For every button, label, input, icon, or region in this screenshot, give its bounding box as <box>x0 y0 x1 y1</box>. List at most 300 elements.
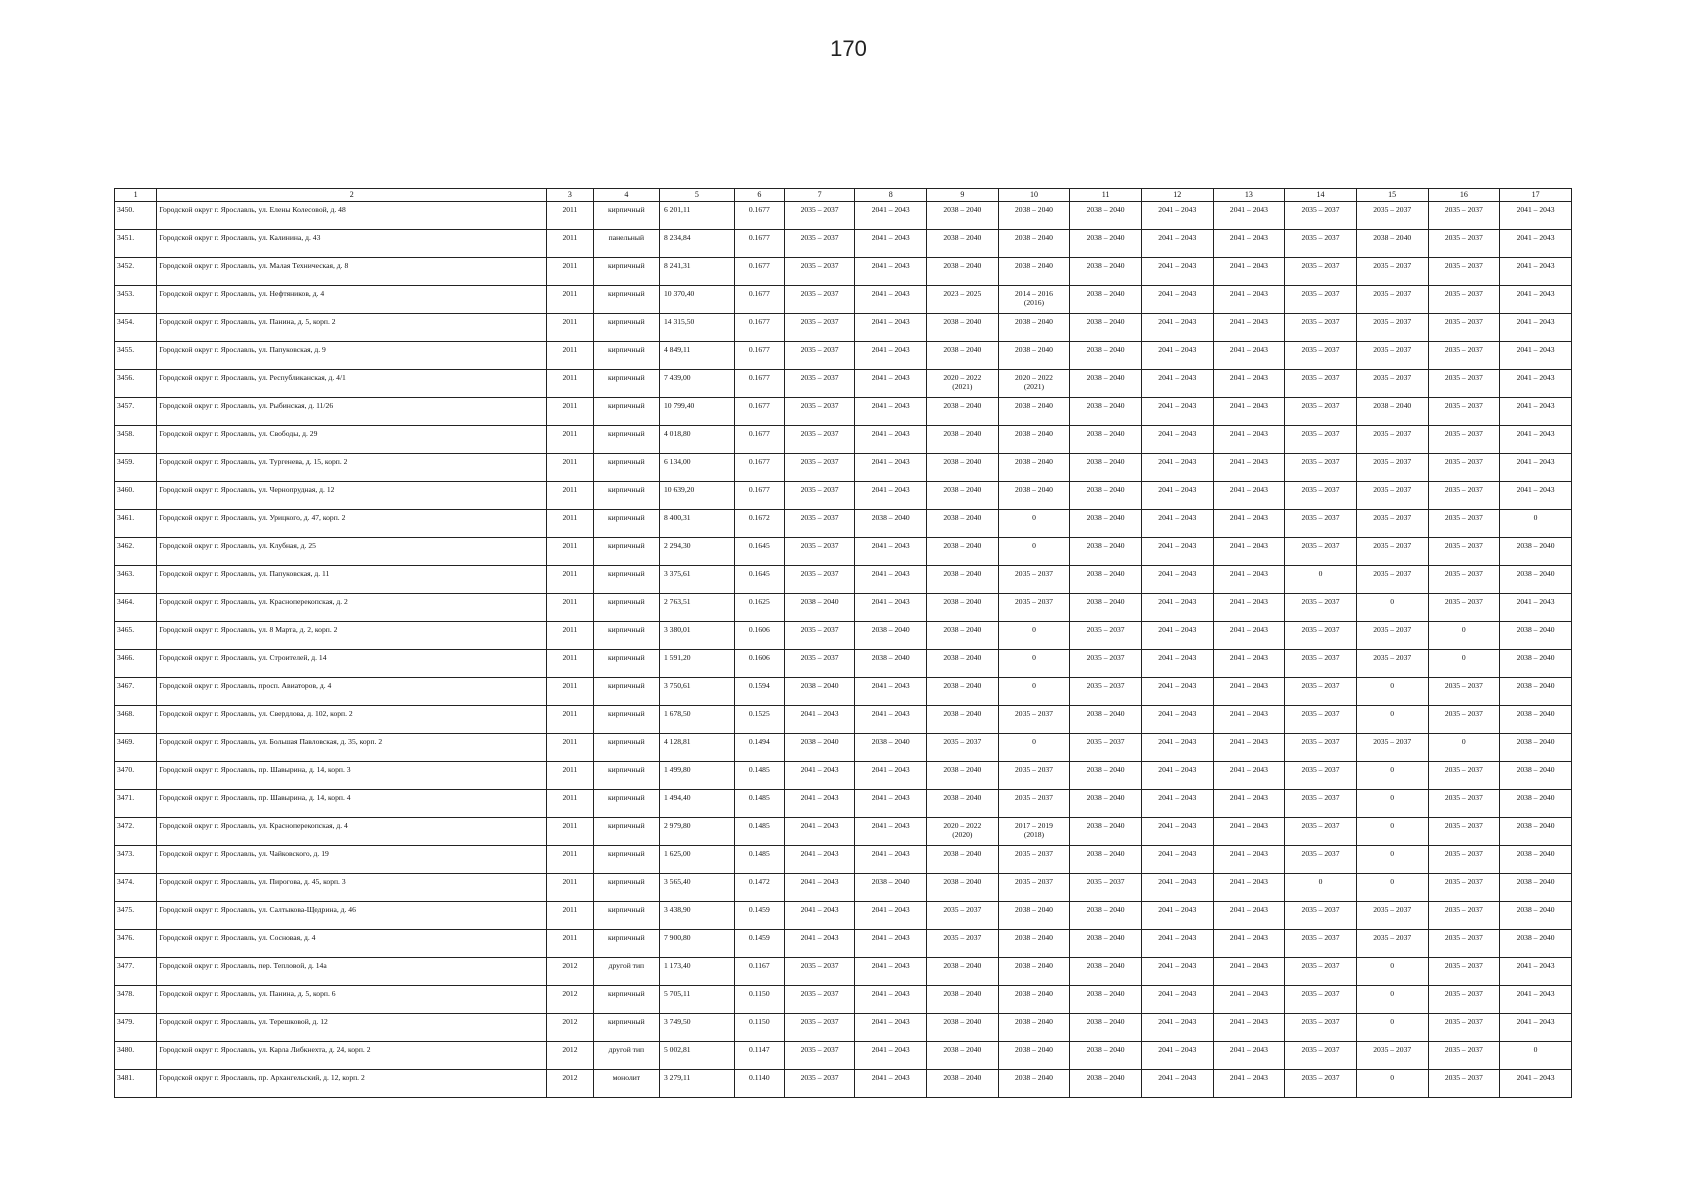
cell-wall-material: кирпичный <box>593 342 659 370</box>
cell-row-number: 3464. <box>115 594 157 622</box>
cell-period-16: 2035 – 2037 <box>1428 846 1500 874</box>
cell-period-13: 2041 – 2043 <box>1213 650 1285 678</box>
cell-period-7: 2035 – 2037 <box>784 314 855 342</box>
cell-address: Городской округ г. Ярославль, пр. Шавырина, д. 14, корп. 3 <box>157 762 547 790</box>
cell-row-number: 3474. <box>115 874 157 902</box>
column-header-cell: 17 <box>1500 189 1572 202</box>
cell-share: 0.1677 <box>734 258 784 286</box>
cell-wall-material: кирпичный <box>593 370 659 398</box>
cell-address: Городской округ г. Ярославль, ул. Большая Павловская, д. 35, корп. 2 <box>157 734 547 762</box>
cell-period-10: 0 <box>998 734 1070 762</box>
cell-period-15: 2035 – 2037 <box>1356 902 1428 930</box>
cell-address: Городской округ г. Ярославль, ул. Пирогова, д. 45, корп. 3 <box>157 874 547 902</box>
cell-period-8: 2041 – 2043 <box>855 538 927 566</box>
cell-period-7: 2041 – 2043 <box>784 930 855 958</box>
cell-period-16: 2035 – 2037 <box>1428 678 1500 706</box>
cell-period-11: 2038 – 2040 <box>1070 762 1142 790</box>
cell-period-16: 0 <box>1428 650 1500 678</box>
cell-share: 0.1677 <box>734 230 784 258</box>
cell-address: Городской округ г. Ярославль, ул. Республиканская, д. 4/1 <box>157 370 547 398</box>
cell-period-11: 2038 – 2040 <box>1070 538 1142 566</box>
cell-build-year: 2011 <box>547 594 594 622</box>
cell-period-16: 0 <box>1428 622 1500 650</box>
cell-period-17: 2038 – 2040 <box>1500 902 1572 930</box>
cell-period-16: 2035 – 2037 <box>1428 538 1500 566</box>
cell-period-13: 2041 – 2043 <box>1213 482 1285 510</box>
cell-wall-material: кирпичный <box>593 762 659 790</box>
cell-period-13: 2041 – 2043 <box>1213 510 1285 538</box>
cell-period-7: 2035 – 2037 <box>784 342 855 370</box>
cell-period-13: 2041 – 2043 <box>1213 566 1285 594</box>
cell-row-number: 3453. <box>115 286 157 314</box>
cell-period-7: 2041 – 2043 <box>784 818 855 846</box>
table-row <box>115 370 1572 398</box>
cell-build-year: 2011 <box>547 258 594 286</box>
cell-period-13: 2041 – 2043 <box>1213 874 1285 902</box>
table-row <box>115 762 1572 790</box>
cell-period-7: 2038 – 2040 <box>784 594 855 622</box>
cell-period-10 <box>998 818 1070 846</box>
cell-build-year: 2011 <box>547 454 594 482</box>
cell-period-8: 2041 – 2043 <box>855 762 927 790</box>
cell-wall-material: кирпичный <box>593 566 659 594</box>
cell-period-11: 2038 – 2040 <box>1070 706 1142 734</box>
cell-period-16: 2035 – 2037 <box>1428 510 1500 538</box>
capital-repair-register-table <box>114 188 1572 1098</box>
cell-period-12: 2041 – 2043 <box>1141 790 1213 818</box>
cell-period-9: 2035 – 2037 <box>927 902 999 930</box>
cell-share: 0.1645 <box>734 566 784 594</box>
cell-period-15: 0 <box>1356 678 1428 706</box>
cell-row-number: 3480. <box>115 1042 157 1070</box>
cell-period-7: 2038 – 2040 <box>784 678 855 706</box>
cell-row-number: 3463. <box>115 566 157 594</box>
cell-share: 0.1140 <box>734 1070 784 1098</box>
cell-wall-material: кирпичный <box>593 622 659 650</box>
cell-wall-material: кирпичный <box>593 454 659 482</box>
cell-period-17: 2038 – 2040 <box>1500 538 1572 566</box>
cell-period-9: 2038 – 2040 <box>927 314 999 342</box>
cell-build-year: 2012 <box>547 958 594 986</box>
cell-period-11: 2038 – 2040 <box>1070 482 1142 510</box>
cell-period-15: 2035 – 2037 <box>1356 510 1428 538</box>
cell-wall-material: кирпичный <box>593 426 659 454</box>
cell-share: 0.1150 <box>734 1014 784 1042</box>
cell-total-area: 8 234,84 <box>659 230 734 258</box>
table-row <box>115 678 1572 706</box>
cell-period-12: 2041 – 2043 <box>1141 874 1213 902</box>
cell-period-17: 2041 – 2043 <box>1500 314 1572 342</box>
cell-period-16: 2035 – 2037 <box>1428 1070 1500 1098</box>
cell-total-area: 2 979,80 <box>659 818 734 846</box>
cell-wall-material: монолит <box>593 1070 659 1098</box>
cell-period-13: 2041 – 2043 <box>1213 930 1285 958</box>
cell-address: Городской округ г. Ярославль, ул. Панина, д. 5, корп. 2 <box>157 314 547 342</box>
cell-period-8: 2041 – 2043 <box>855 426 927 454</box>
cell-period-9: 2038 – 2040 <box>927 1042 999 1070</box>
cell-row-number: 3457. <box>115 398 157 426</box>
cell-period-10: 2038 – 2040 <box>998 454 1070 482</box>
cell-period-10 <box>998 286 1070 314</box>
column-header-cell: 3 <box>547 189 594 202</box>
cell-period-16: 2035 – 2037 <box>1428 762 1500 790</box>
cell-period-17: 2041 – 2043 <box>1500 286 1572 314</box>
cell-period-13: 2041 – 2043 <box>1213 902 1285 930</box>
period-actual-year: (2020) <box>952 830 973 839</box>
cell-period-13: 2041 – 2043 <box>1213 762 1285 790</box>
cell-address: Городской округ г. Ярославль, ул. Свердлова, д. 102, корп. 2 <box>157 706 547 734</box>
cell-period-15: 2038 – 2040 <box>1356 398 1428 426</box>
cell-period-9: 2035 – 2037 <box>927 930 999 958</box>
cell-period-14: 2035 – 2037 <box>1285 790 1357 818</box>
cell-row-number: 3459. <box>115 454 157 482</box>
cell-period-15: 0 <box>1356 762 1428 790</box>
cell-period-12: 2041 – 2043 <box>1141 958 1213 986</box>
cell-wall-material: кирпичный <box>593 286 659 314</box>
cell-share: 0.1677 <box>734 314 784 342</box>
cell-total-area: 2 294,30 <box>659 538 734 566</box>
cell-period-7: 2041 – 2043 <box>784 902 855 930</box>
cell-period-8: 2041 – 2043 <box>855 398 927 426</box>
cell-period-8: 2041 – 2043 <box>855 314 927 342</box>
cell-wall-material: кирпичный <box>593 930 659 958</box>
cell-period-8: 2038 – 2040 <box>855 650 927 678</box>
cell-build-year: 2011 <box>547 762 594 790</box>
cell-period-9: 2038 – 2040 <box>927 790 999 818</box>
cell-period-17: 2041 – 2043 <box>1500 1070 1572 1098</box>
cell-period-7: 2035 – 2037 <box>784 1014 855 1042</box>
cell-total-area: 1 625,00 <box>659 846 734 874</box>
cell-total-area: 3 375,61 <box>659 566 734 594</box>
cell-period-7: 2041 – 2043 <box>784 874 855 902</box>
cell-address: Городской округ г. Ярославль, ул. Клубная, д. 25 <box>157 538 547 566</box>
cell-period-10: 2035 – 2037 <box>998 706 1070 734</box>
cell-period-10: 2035 – 2037 <box>998 790 1070 818</box>
cell-period-14: 2035 – 2037 <box>1285 846 1357 874</box>
cell-period-16: 2035 – 2037 <box>1428 706 1500 734</box>
cell-period-13: 2041 – 2043 <box>1213 958 1285 986</box>
cell-period-11: 2038 – 2040 <box>1070 202 1142 230</box>
cell-build-year: 2011 <box>547 510 594 538</box>
cell-period-15: 0 <box>1356 594 1428 622</box>
cell-period-15: 0 <box>1356 1070 1428 1098</box>
table-row <box>115 314 1572 342</box>
cell-share: 0.1167 <box>734 958 784 986</box>
cell-total-area: 3 565,40 <box>659 874 734 902</box>
cell-period-15: 2035 – 2037 <box>1356 622 1428 650</box>
column-header-cell: 8 <box>855 189 927 202</box>
cell-address: Городской округ г. Ярославль, ул. Терешковой, д. 12 <box>157 1014 547 1042</box>
cell-period-15: 2035 – 2037 <box>1356 286 1428 314</box>
cell-period-11: 2035 – 2037 <box>1070 734 1142 762</box>
cell-period-13: 2041 – 2043 <box>1213 706 1285 734</box>
cell-period-12: 2041 – 2043 <box>1141 342 1213 370</box>
cell-period-8: 2041 – 2043 <box>855 706 927 734</box>
cell-period-11: 2038 – 2040 <box>1070 258 1142 286</box>
cell-period-11: 2038 – 2040 <box>1070 1014 1142 1042</box>
cell-period-9: 2038 – 2040 <box>927 846 999 874</box>
cell-period-8: 2041 – 2043 <box>855 678 927 706</box>
cell-period-8: 2041 – 2043 <box>855 594 927 622</box>
column-header-cell: 6 <box>734 189 784 202</box>
cell-build-year: 2011 <box>547 286 594 314</box>
cell-wall-material: кирпичный <box>593 482 659 510</box>
cell-row-number: 3455. <box>115 342 157 370</box>
cell-wall-material: кирпичный <box>593 1014 659 1042</box>
cell-period-12: 2041 – 2043 <box>1141 1042 1213 1070</box>
cell-period-7: 2035 – 2037 <box>784 1070 855 1098</box>
cell-total-area: 5 705,11 <box>659 986 734 1014</box>
cell-period-11: 2038 – 2040 <box>1070 1070 1142 1098</box>
period-range: 2020 – 2022 <box>943 821 982 830</box>
cell-period-11: 2038 – 2040 <box>1070 930 1142 958</box>
cell-total-area: 7 900,80 <box>659 930 734 958</box>
cell-build-year: 2011 <box>547 370 594 398</box>
cell-period-15: 2035 – 2037 <box>1356 202 1428 230</box>
cell-period-10: 2038 – 2040 <box>998 482 1070 510</box>
table-row <box>115 986 1572 1014</box>
cell-period-11: 2038 – 2040 <box>1070 790 1142 818</box>
cell-period-8: 2041 – 2043 <box>855 454 927 482</box>
table-row <box>115 790 1572 818</box>
cell-period-17: 2038 – 2040 <box>1500 650 1572 678</box>
cell-wall-material: кирпичный <box>593 510 659 538</box>
cell-total-area: 6 134,00 <box>659 454 734 482</box>
cell-period-14: 2035 – 2037 <box>1285 230 1357 258</box>
cell-period-11: 2038 – 2040 <box>1070 566 1142 594</box>
cell-period-12: 2041 – 2043 <box>1141 426 1213 454</box>
cell-total-area: 3 279,11 <box>659 1070 734 1098</box>
cell-address: Городской округ г. Ярославль, пр. Архангельский, д. 12, корп. 2 <box>157 1070 547 1098</box>
cell-period-16: 2035 – 2037 <box>1428 426 1500 454</box>
cell-total-area: 8 241,31 <box>659 258 734 286</box>
cell-period-16: 2035 – 2037 <box>1428 874 1500 902</box>
cell-wall-material: кирпичный <box>593 818 659 846</box>
cell-period-9: 2038 – 2040 <box>927 538 999 566</box>
cell-wall-material: другой тип <box>593 958 659 986</box>
cell-share: 0.1459 <box>734 930 784 958</box>
cell-period-9: 2038 – 2040 <box>927 650 999 678</box>
cell-period-7: 2041 – 2043 <box>784 846 855 874</box>
column-header-cell: 15 <box>1356 189 1428 202</box>
cell-period-17: 2038 – 2040 <box>1500 678 1572 706</box>
cell-share: 0.1677 <box>734 202 784 230</box>
cell-period-16: 2035 – 2037 <box>1428 342 1500 370</box>
cell-period-8: 2041 – 2043 <box>855 1014 927 1042</box>
column-header-cell: 11 <box>1070 189 1142 202</box>
table-row <box>115 874 1572 902</box>
cell-period-11: 2035 – 2037 <box>1070 874 1142 902</box>
cell-period-17: 2041 – 2043 <box>1500 258 1572 286</box>
cell-build-year: 2011 <box>547 818 594 846</box>
cell-period-10: 2038 – 2040 <box>998 1014 1070 1042</box>
cell-period-14: 2035 – 2037 <box>1285 958 1357 986</box>
cell-row-number: 3467. <box>115 678 157 706</box>
cell-period-17: 2041 – 2043 <box>1500 594 1572 622</box>
cell-period-10: 2035 – 2037 <box>998 594 1070 622</box>
cell-period-8: 2038 – 2040 <box>855 510 927 538</box>
cell-period-12: 2041 – 2043 <box>1141 706 1213 734</box>
period-range: 2020 – 2022 <box>1014 373 1053 382</box>
cell-period-16: 2035 – 2037 <box>1428 566 1500 594</box>
cell-period-11: 2038 – 2040 <box>1070 454 1142 482</box>
period-actual-year: (2021) <box>1023 382 1045 391</box>
cell-row-number: 3468. <box>115 706 157 734</box>
cell-period-16: 2035 – 2037 <box>1428 986 1500 1014</box>
cell-period-12: 2041 – 2043 <box>1141 286 1213 314</box>
cell-total-area: 3 438,90 <box>659 902 734 930</box>
column-header-cell: 12 <box>1141 189 1213 202</box>
cell-period-12: 2041 – 2043 <box>1141 398 1213 426</box>
cell-period-11: 2038 – 2040 <box>1070 902 1142 930</box>
cell-share: 0.1472 <box>734 874 784 902</box>
cell-period-9 <box>927 370 999 398</box>
cell-period-14: 2035 – 2037 <box>1285 678 1357 706</box>
cell-period-8: 2041 – 2043 <box>855 818 927 846</box>
cell-period-13: 2041 – 2043 <box>1213 622 1285 650</box>
cell-period-11: 2038 – 2040 <box>1070 426 1142 454</box>
cell-row-number: 3472. <box>115 818 157 846</box>
cell-period-16: 2035 – 2037 <box>1428 314 1500 342</box>
cell-period-9: 2038 – 2040 <box>927 342 999 370</box>
cell-period-11: 2038 – 2040 <box>1070 286 1142 314</box>
cell-address: Городской округ г. Ярославль, пер. Тепловой, д. 14а <box>157 958 547 986</box>
cell-period-12: 2041 – 2043 <box>1141 202 1213 230</box>
cell-period-15: 0 <box>1356 706 1428 734</box>
column-header-cell: 13 <box>1213 189 1285 202</box>
cell-period-13: 2041 – 2043 <box>1213 370 1285 398</box>
cell-total-area: 1 678,50 <box>659 706 734 734</box>
table-row <box>115 846 1572 874</box>
cell-address: Городской округ г. Ярославль, ул. Елены Колесовой, д. 48 <box>157 202 547 230</box>
cell-wall-material: кирпичный <box>593 734 659 762</box>
cell-total-area: 1 173,40 <box>659 958 734 986</box>
cell-period-16: 2035 – 2037 <box>1428 258 1500 286</box>
table-row <box>115 1042 1572 1070</box>
cell-address: Городской округ г. Ярославль, ул. Свободы, д. 29 <box>157 426 547 454</box>
cell-period-11: 2038 – 2040 <box>1070 230 1142 258</box>
cell-period-13: 2041 – 2043 <box>1213 1042 1285 1070</box>
table-row <box>115 650 1572 678</box>
cell-period-7: 2035 – 2037 <box>784 370 855 398</box>
cell-period-16: 2035 – 2037 <box>1428 482 1500 510</box>
cell-period-7: 2035 – 2037 <box>784 258 855 286</box>
cell-wall-material: кирпичный <box>593 538 659 566</box>
cell-period-16: 2035 – 2037 <box>1428 594 1500 622</box>
cell-period-10: 2038 – 2040 <box>998 230 1070 258</box>
cell-build-year: 2011 <box>547 426 594 454</box>
cell-period-16: 2035 – 2037 <box>1428 790 1500 818</box>
cell-period-17: 2038 – 2040 <box>1500 762 1572 790</box>
cell-total-area: 4 128,81 <box>659 734 734 762</box>
cell-total-area: 8 400,31 <box>659 510 734 538</box>
cell-period-9: 2035 – 2037 <box>927 734 999 762</box>
cell-period-17: 2041 – 2043 <box>1500 398 1572 426</box>
table-body <box>115 189 1572 1098</box>
cell-period-17: 2038 – 2040 <box>1500 846 1572 874</box>
table-row <box>115 398 1572 426</box>
cell-address: Городской округ г. Ярославль, ул. Нефтяников, д. 4 <box>157 286 547 314</box>
cell-period-9: 2038 – 2040 <box>927 594 999 622</box>
cell-period-14: 2035 – 2037 <box>1285 986 1357 1014</box>
cell-build-year: 2011 <box>547 202 594 230</box>
cell-total-area: 1 591,20 <box>659 650 734 678</box>
cell-period-7: 2035 – 2037 <box>784 454 855 482</box>
cell-period-13: 2041 – 2043 <box>1213 678 1285 706</box>
cell-period-17: 2041 – 2043 <box>1500 454 1572 482</box>
cell-period-9: 2038 – 2040 <box>927 426 999 454</box>
cell-period-9: 2038 – 2040 <box>927 1070 999 1098</box>
cell-period-10: 0 <box>998 678 1070 706</box>
cell-period-10: 2038 – 2040 <box>998 1070 1070 1098</box>
table-row <box>115 230 1572 258</box>
cell-row-number: 3456. <box>115 370 157 398</box>
cell-period-16: 2035 – 2037 <box>1428 370 1500 398</box>
cell-period-14: 2035 – 2037 <box>1285 426 1357 454</box>
cell-total-area: 14 315,50 <box>659 314 734 342</box>
cell-row-number: 3475. <box>115 902 157 930</box>
cell-period-8: 2041 – 2043 <box>855 790 927 818</box>
cell-period-16: 0 <box>1428 734 1500 762</box>
cell-period-15: 2035 – 2037 <box>1356 538 1428 566</box>
cell-period-14: 2035 – 2037 <box>1285 482 1357 510</box>
cell-address: Городской округ г. Ярославль, ул. Чернопрудная, д. 12 <box>157 482 547 510</box>
cell-row-number: 3470. <box>115 762 157 790</box>
cell-period-7: 2041 – 2043 <box>784 762 855 790</box>
cell-period-7: 2041 – 2043 <box>784 790 855 818</box>
cell-period-12: 2041 – 2043 <box>1141 1070 1213 1098</box>
cell-period-14: 2035 – 2037 <box>1285 902 1357 930</box>
cell-period-12: 2041 – 2043 <box>1141 1014 1213 1042</box>
cell-period-8: 2041 – 2043 <box>855 342 927 370</box>
table-row <box>115 510 1572 538</box>
cell-period-14: 2035 – 2037 <box>1285 930 1357 958</box>
cell-period-13: 2041 – 2043 <box>1213 818 1285 846</box>
cell-period-12: 2041 – 2043 <box>1141 818 1213 846</box>
cell-share: 0.1625 <box>734 594 784 622</box>
table-row <box>115 818 1572 846</box>
table-row <box>115 426 1572 454</box>
cell-period-16: 2035 – 2037 <box>1428 398 1500 426</box>
cell-build-year: 2011 <box>547 902 594 930</box>
cell-share: 0.1606 <box>734 650 784 678</box>
cell-period-8: 2041 – 2043 <box>855 482 927 510</box>
table-row <box>115 1070 1572 1098</box>
cell-period-13: 2041 – 2043 <box>1213 1014 1285 1042</box>
cell-period-7: 2041 – 2043 <box>784 706 855 734</box>
cell-period-10 <box>998 370 1070 398</box>
table-row <box>115 734 1572 762</box>
cell-build-year: 2011 <box>547 650 594 678</box>
cell-period-11: 2038 – 2040 <box>1070 314 1142 342</box>
cell-period-7: 2035 – 2037 <box>784 202 855 230</box>
cell-period-17: 2038 – 2040 <box>1500 566 1572 594</box>
cell-period-13: 2041 – 2043 <box>1213 202 1285 230</box>
cell-period-14: 2035 – 2037 <box>1285 622 1357 650</box>
cell-period-12: 2041 – 2043 <box>1141 230 1213 258</box>
cell-period-12: 2041 – 2043 <box>1141 314 1213 342</box>
cell-period-7: 2035 – 2037 <box>784 566 855 594</box>
cell-wall-material: кирпичный <box>593 314 659 342</box>
cell-period-15: 0 <box>1356 818 1428 846</box>
cell-period-12: 2041 – 2043 <box>1141 902 1213 930</box>
cell-period-15: 0 <box>1356 986 1428 1014</box>
cell-address: Городской округ г. Ярославль, ул. Красноперекопская, д. 2 <box>157 594 547 622</box>
cell-period-17: 2041 – 2043 <box>1500 986 1572 1014</box>
cell-period-15: 2035 – 2037 <box>1356 314 1428 342</box>
cell-share: 0.1485 <box>734 790 784 818</box>
cell-address: Городской округ г. Ярославль, ул. Салтыкова-Щедрина, д. 46 <box>157 902 547 930</box>
